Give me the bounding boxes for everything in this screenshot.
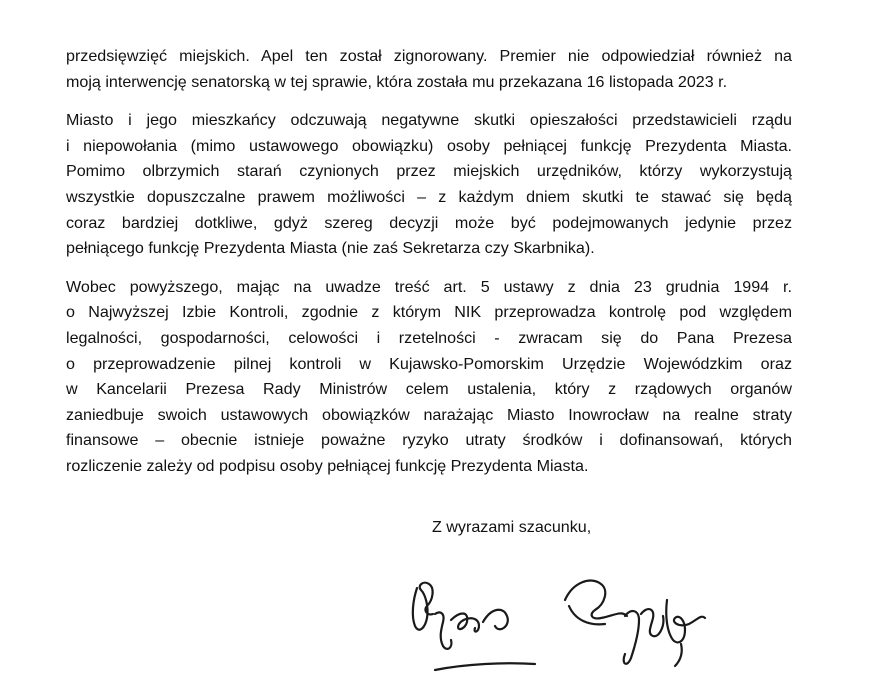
paragraph-line: Pomimo olbrzymich starań czynionych przez miejskich urzędników, którzy wykorzystują — [66, 162, 792, 181]
signature-stroke — [413, 583, 433, 630]
paragraph-line: Miasto i jego mieszkańcy odczuwają negatywne skutki opieszałości przedstawicieli rządu — [66, 111, 792, 130]
handwritten-signature — [395, 560, 725, 680]
paragraph-line: i niepowołania (mimo ustawowego obowiązku) osoby pełniącej funkcję Prezydenta Miasta. — [66, 136, 792, 155]
paragraph-line: o przeprowadzenie pilnej kontroli w Kujawsko-Pomorskim Urzędzie Wojewódzkim oraz — [66, 354, 792, 373]
paragraph-line: coraz bardziej dotkliwe, gdyż szereg decyzji może być podejmowanych jedynie przez — [66, 213, 792, 232]
paragraph-line: o Najwyższej Izbie Kontroli, zgodnie z którym NIK przeprowadza kontrolę pod względem — [66, 303, 792, 322]
paragraph-3 — [66, 275, 792, 480]
paragraph-2 — [66, 108, 792, 262]
paragraph-line: pełniącego funkcję Prezydenta Miasta (nie zaś Sekretarza czy Skarbnika). — [66, 239, 595, 258]
paragraph-line: zaniedbuje swoich ustawowych obowiązków narażając Miasto Inowrocław na realne straty — [66, 405, 792, 424]
signature-stroke — [641, 609, 663, 636]
paragraph-1 — [66, 44, 792, 95]
paragraph-line: legalności, gospodarności, celowości i rzetelności - zwracam się do Pana Prezesa — [66, 328, 792, 347]
signature-stroke — [624, 611, 639, 664]
signature-stroke — [451, 614, 479, 632]
closing-salutation: Z wyrazami szacunku, — [432, 518, 592, 536]
paragraph-line: finansowe – obecnie istnieje poważne ryzyko utraty środków i dofinansowań, których — [66, 431, 792, 450]
paragraph-line: rozliczenie zależy od podpisu osoby pełniącej funkcję Prezydenta Miasta. — [66, 456, 589, 475]
letter-body — [66, 44, 792, 480]
signature-stroke — [435, 663, 535, 670]
signature-stroke — [569, 606, 605, 624]
signature-stroke — [675, 644, 682, 666]
paragraph-line: moją interwencję senatorską w tej sprawie, która została mu przekazana 16 listopada 2023 r. — [66, 72, 728, 91]
paragraph-line: Wobec powyższego, mając na uwadze treść art. 5 ustawy z dnia 23 grudnia 1994 r. — [66, 277, 792, 296]
signature-stroke — [483, 610, 508, 630]
paragraph-line: przedsięwzięć miejskich. Apel ten został zignorowany. Premier nie odpowiedział również na — [66, 47, 792, 65]
paragraph-line: wszystkie dopuszczalne prawem możliwości – z każdym dniem skutki te stawać się będą — [66, 187, 792, 206]
signature-stroke — [666, 600, 705, 642]
signature-stroke — [435, 612, 451, 648]
paragraph-line: w Kancelarii Prezesa Rady Ministrów celem ustalenia, który z rządowych organów — [66, 380, 792, 399]
